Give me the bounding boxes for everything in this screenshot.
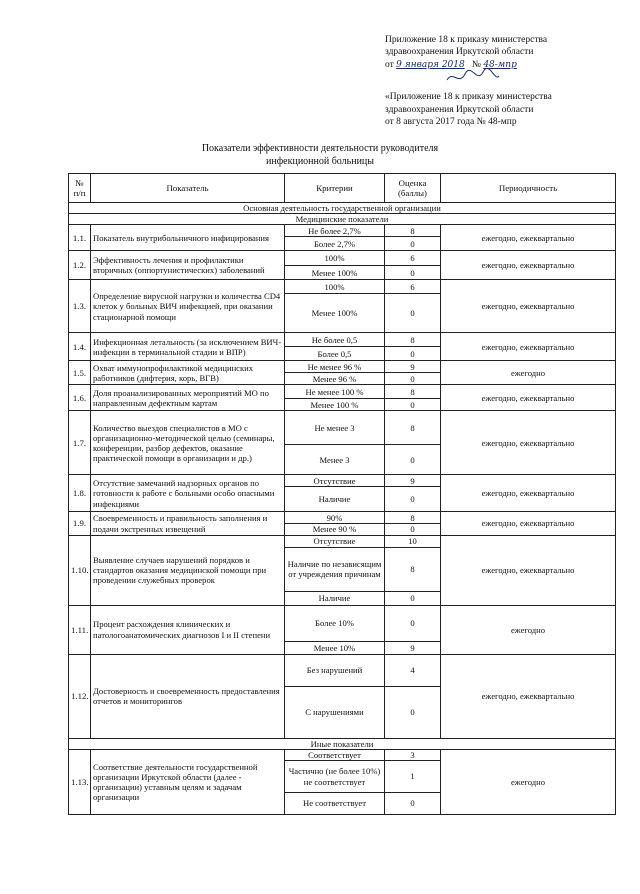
score-cell: 0 [385, 399, 441, 411]
col-header-score: Оценка (баллы) [385, 174, 441, 203]
period-cell: ежегодно, ежеквартально [441, 251, 616, 280]
order-no-handwritten: 48-мпр [483, 59, 517, 70]
title-line-2: инфекционной больницы [265, 155, 375, 167]
indicator-name: Выявление случаев нарушений порядков и стандартов оказания медицинской помощи при проведении служебных проверок [91, 535, 285, 605]
indicator-name: Своевременность и правильность заполнения и подачи экстренных извещений [91, 512, 285, 535]
criteria-cell: Не более 2,7% [285, 225, 385, 237]
table-row [69, 385, 616, 399]
score-cell: 10 [385, 535, 441, 547]
table-row [69, 605, 616, 641]
section-medical-label: Медицинские показатели [69, 214, 616, 225]
criteria-cell: Более 2,7% [285, 237, 385, 251]
period-cell: ежегодно, ежеквартально [441, 280, 616, 333]
indicator-name: Доля проанализированных мероприятий МО по направленным дефектным картам [91, 385, 285, 411]
criteria-cell: 100% [285, 280, 385, 294]
score-cell: 4 [385, 654, 441, 686]
row-number: 1.12. [69, 654, 91, 738]
order-date-handwritten: 9 января 2018 [396, 59, 465, 70]
period-cell: ежегодно, ежеквартально [441, 654, 616, 738]
section-row-medical [69, 214, 616, 225]
score-cell: 0 [385, 294, 441, 333]
score-cell: 8 [385, 225, 441, 237]
period-cell: ежегодно, ежеквартально [441, 225, 616, 251]
criteria-cell: Менее 3 [285, 445, 385, 475]
row-number: 1.4. [69, 333, 91, 361]
criteria-cell: Менее 100% [285, 266, 385, 280]
score-cell: 8 [385, 385, 441, 399]
criteria-cell: Соответствует [285, 749, 385, 760]
score-cell: 9 [385, 475, 441, 487]
col-header-period: Периодичность [441, 174, 616, 203]
table-row [69, 512, 616, 524]
table-row [69, 749, 616, 760]
row-number: 1.7. [69, 411, 91, 475]
score-cell: 8 [385, 547, 441, 591]
row-number: 1.13. [69, 749, 91, 814]
col-header-indicator: Показатель [91, 174, 285, 203]
criteria-cell: Менее 90 % [285, 524, 385, 535]
criteria-cell: Наличие по независящим от учреждения причинам [285, 547, 385, 591]
score-cell: 8 [385, 333, 441, 347]
score-cell: 0 [385, 686, 441, 738]
criteria-cell: Не менее 100 % [285, 385, 385, 399]
period-cell: ежегодно, ежеквартально [441, 411, 616, 475]
table-row [69, 535, 616, 547]
order-no-label: № [471, 59, 481, 70]
section-other-label: Иные показатели [69, 738, 616, 749]
criteria-cell: Не менее 96 % [285, 361, 385, 373]
score-cell: 0 [385, 524, 441, 535]
table-row [69, 654, 616, 686]
header-line-1: Приложение 18 к приказу министерства [385, 35, 548, 45]
criteria-cell: Менее 100% [285, 294, 385, 333]
row-number: 1.1. [69, 225, 91, 251]
criteria-cell: Частично (не более 10%) не соответствует [285, 761, 385, 793]
table-row [69, 411, 616, 445]
period-cell: ежегодно [441, 749, 616, 814]
criteria-cell: С нарушениями [285, 686, 385, 738]
title-line-1: Показатели эффективности деятельности руководителя [201, 143, 439, 154]
criteria-cell: Более 0,5 [285, 347, 385, 361]
row-number: 1.10. [69, 535, 91, 605]
document-title [140, 143, 500, 168]
indicator-name: Инфекционная летальность (за исключением ВИЧ-инфекции в терминальной стадии и ВПР) [91, 333, 285, 361]
handwritten-signature-scribble [443, 66, 503, 88]
table-row [69, 225, 616, 237]
header-line-2: здравоохранения Иркутской области [385, 47, 534, 58]
table-row [69, 361, 616, 373]
criteria-cell: Наличие [285, 591, 385, 605]
score-cell: 0 [385, 445, 441, 475]
score-cell: 0 [385, 266, 441, 280]
quote-line-1: «Приложение 18 к приказу министерства [385, 92, 552, 103]
criteria-cell: Отсутствие [285, 535, 385, 547]
score-cell: 0 [385, 591, 441, 605]
score-cell: 6 [385, 251, 441, 266]
order-ot-label: от [385, 59, 394, 70]
criteria-cell: Менее 100 % [285, 399, 385, 411]
section-row-other [69, 738, 616, 749]
score-cell: 8 [385, 512, 441, 524]
section-main-label: Основная деятельность государственной организации [69, 203, 616, 214]
section-row-main [69, 203, 616, 214]
row-number: 1.11. [69, 605, 91, 654]
table-row [69, 475, 616, 487]
criteria-cell: Наличие [285, 487, 385, 512]
score-cell: 1 [385, 761, 441, 793]
period-cell: ежегодно [441, 361, 616, 385]
period-cell: ежегодно, ежеквартально [441, 475, 616, 512]
criteria-cell: Не менее 3 [285, 411, 385, 445]
criteria-cell: Менее 10% [285, 641, 385, 654]
score-cell: 0 [385, 237, 441, 251]
row-number: 1.2. [69, 251, 91, 280]
period-cell: ежегодно, ежеквартально [441, 535, 616, 605]
criteria-cell: Не более 0,5 [285, 333, 385, 347]
score-cell: 9 [385, 361, 441, 373]
row-number: 1.6. [69, 385, 91, 411]
period-cell: ежегодно, ежеквартально [441, 333, 616, 361]
col-header-num: № п/п [69, 174, 91, 203]
criteria-cell: Более 10% [285, 605, 385, 641]
table-row [69, 280, 616, 294]
indicator-name: Процент расхождения клинических и патологоанатомических диагнозов I и II степени [91, 605, 285, 654]
score-cell: 0 [385, 605, 441, 641]
table-header-row [69, 174, 616, 203]
score-cell: 6 [385, 280, 441, 294]
indicator-name: Охват иммунопрофилактикой медицинских работников (дифтерия, корь, ВГВ) [91, 361, 285, 385]
criteria-cell: 100% [285, 251, 385, 266]
table-body [69, 203, 616, 815]
indicator-name: Количество выездов специалистов в МО с организационно-методической целью (семинары, конференции, разбор дефектов, оказание практической помощи в организации и др.) [91, 411, 285, 475]
score-cell: 0 [385, 487, 441, 512]
indicator-name: Достоверность и своевременность предоставления отчетов и мониторингов [91, 654, 285, 738]
criteria-cell: Не соответствует [285, 793, 385, 815]
period-cell: ежегодно, ежеквартально [441, 512, 616, 535]
criteria-cell: Отсутствие [285, 475, 385, 487]
criteria-cell: 90% [285, 512, 385, 524]
score-cell: 8 [385, 411, 441, 445]
indicator-name: Эффективность лечения и профилактики вторичных (оппортунистических) заболеваний [91, 251, 285, 280]
row-number: 1.9. [69, 512, 91, 535]
indicator-name: Показатель внутрибольничного инфицирования [91, 225, 285, 251]
row-number: 1.3. [69, 280, 91, 333]
indicator-name: Соответствие деятельности государственной организации Иркутской области (далее - организации) уставным целям и задачам организации [91, 749, 285, 814]
score-cell: 0 [385, 793, 441, 815]
indicator-name: Отсутствие замечаний надзорных органов по готовности к работе с больными особо опасными инфекциями [91, 475, 285, 512]
score-cell: 0 [385, 347, 441, 361]
row-number: 1.5. [69, 361, 91, 385]
score-cell: 3 [385, 749, 441, 760]
table-row [69, 333, 616, 347]
quote-line-2: здравоохранения Иркутской области [385, 104, 534, 115]
period-cell: ежегодно [441, 605, 616, 654]
indicators-table [68, 173, 616, 815]
score-cell: 0 [385, 373, 441, 385]
col-header-criteria: Критерии [285, 174, 385, 203]
quote-line-3: от 8 августа 2017 года № 48-мпр [385, 117, 517, 128]
criteria-cell: Менее 96 % [285, 373, 385, 385]
period-cell: ежегодно, ежеквартально [441, 385, 616, 411]
score-cell: 9 [385, 641, 441, 654]
table-row [69, 251, 616, 266]
criteria-cell: Без нарушений [285, 654, 385, 686]
row-number: 1.8. [69, 475, 91, 512]
indicator-name: Определение вирусной нагрузки и количества CD4 клеток у больных ВИЧ инфекцией, при оказании стационарной помощи [91, 280, 285, 333]
